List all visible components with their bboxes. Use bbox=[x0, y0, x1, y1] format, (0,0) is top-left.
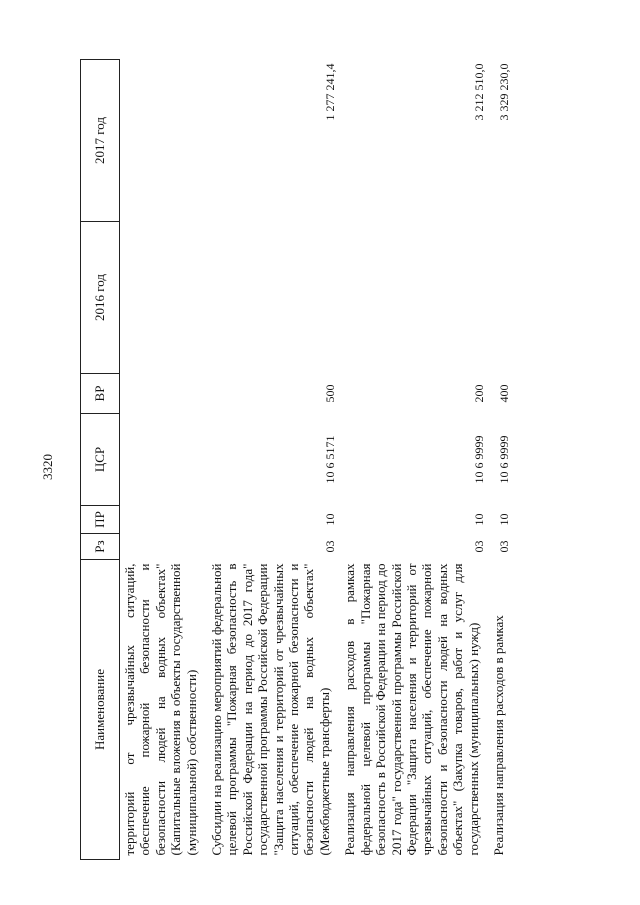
budget-table bbox=[80, 59, 516, 860]
header-pr: ПР bbox=[81, 506, 120, 534]
header-2017: 2017 год bbox=[81, 60, 120, 222]
header-name: Наименование bbox=[81, 560, 120, 860]
table-row bbox=[491, 60, 516, 860]
row-vr: 500 bbox=[322, 384, 337, 403]
row-2017: 3 212 510,0 bbox=[471, 63, 486, 121]
header-csr: ЦСР bbox=[81, 414, 120, 506]
page-number bbox=[40, 447, 56, 487]
row-vr: 200 bbox=[471, 384, 486, 403]
row-csr: 10 6 9999 bbox=[496, 435, 511, 484]
row-csr: 10 6 9999 bbox=[471, 435, 486, 484]
table-row bbox=[209, 60, 342, 860]
row-rz: 03 bbox=[322, 540, 337, 553]
row-pr: 10 bbox=[496, 513, 511, 526]
page-number-text: 3320 bbox=[40, 454, 55, 480]
row-2017: 3 329 230,0 bbox=[496, 63, 511, 121]
row-csr bbox=[120, 414, 210, 506]
table-row bbox=[120, 60, 210, 860]
row-name: территорий от чрезвычайных ситуаций, обеспечение пожарной безопасности и безопасности людей на водных объектах" (Капитальные вложения в объекты государственной (муниципальной) собственности) bbox=[122, 563, 199, 856]
row-name: Субсидии на реализацию мероприятий федеральной целевой программы "Пожарная безопасность в Российской Федерации на период до 2017 года" государственной программы Российской Федерации "Защита населения и территорий от чрезвычайных ситуаций, обеспечение пожарной безопасности и безопасности людей на водных объектах" (Межбюджетные трансферты) bbox=[209, 563, 332, 856]
row-rz: 03 bbox=[471, 540, 486, 553]
row-pr: 10 bbox=[471, 513, 486, 526]
table-header-row bbox=[81, 60, 120, 860]
row-2016 bbox=[120, 222, 210, 374]
row-2016 bbox=[491, 222, 516, 374]
row-vr bbox=[120, 374, 210, 414]
header-2016: 2016 год bbox=[81, 222, 120, 374]
row-rz: 03 bbox=[496, 540, 511, 553]
budget-table-sheet bbox=[80, 60, 600, 860]
header-rz: Рз bbox=[81, 534, 120, 560]
header-vr: ВР bbox=[81, 374, 120, 414]
row-vr: 400 bbox=[496, 384, 511, 403]
row-2016 bbox=[342, 222, 491, 374]
row-pr bbox=[120, 506, 210, 534]
row-name: Реализация направления расходов в рамках bbox=[490, 615, 506, 856]
row-2017: 1 277 241,4 bbox=[322, 63, 337, 121]
row-csr: 10 6 5171 bbox=[322, 435, 337, 484]
row-rz bbox=[120, 534, 210, 560]
row-2016 bbox=[209, 222, 342, 374]
table-row bbox=[342, 60, 491, 860]
row-pr: 10 bbox=[322, 513, 337, 526]
row-2017 bbox=[120, 60, 210, 222]
row-name: Реализация направления расходов в рамках федеральной целевой программы "Пожарная безопасность в Российской Федерации на период до 2017 года" государственной программы Российской Федерации "Защита населения и территорий от чрезвычайных ситуаций, обеспечение пожарной безопасности и безопасности людей на водных объектах" (Закупка товаров, работ и услуг для государственных (муниципальных) нужд) bbox=[342, 563, 481, 856]
